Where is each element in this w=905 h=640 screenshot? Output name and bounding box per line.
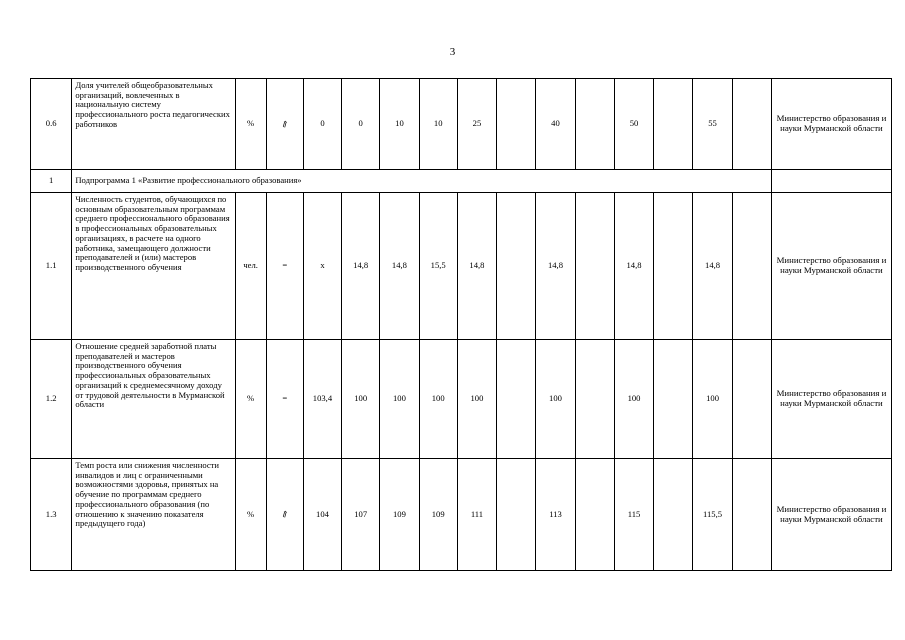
value-cell <box>732 193 771 340</box>
value-cell: 14,8 <box>536 193 575 340</box>
unit-cell: % <box>235 79 266 170</box>
value-cell: 107 <box>342 459 380 571</box>
responsible-cell: Министерство образования и науки Мурманской области <box>771 193 891 340</box>
row-number: 0.6 <box>31 79 72 170</box>
row-number: 1.1 <box>31 193 72 340</box>
value-cell: 50 <box>614 79 653 170</box>
value-cell <box>575 193 614 340</box>
value-cell: 14,8 <box>614 193 653 340</box>
value-cell: 115 <box>614 459 653 571</box>
table-row <box>31 79 892 170</box>
page-number: 3 <box>449 46 456 58</box>
value-cell: 14,8 <box>457 193 496 340</box>
value-cell: 111 <box>457 459 496 571</box>
trend-cell: = <box>266 193 303 340</box>
table-row <box>31 459 892 571</box>
value-cell <box>732 340 771 459</box>
value-cell: 115,5 <box>693 459 732 571</box>
value-cell <box>654 193 693 340</box>
indicators-table <box>30 78 892 571</box>
value-cell: 100 <box>614 340 653 459</box>
trend-arrow-icon: ⇗ <box>278 117 291 130</box>
table-row <box>31 340 892 459</box>
indicator-name: Численность студентов, обучающихся по основным образовательным программам среднего профессионального образования в профессиональных образовательных организациях, в расчете на одного работника, замещающего должности преподавателей и (или) мастеров производственного обучения <box>72 193 235 340</box>
value-cell <box>497 340 536 459</box>
value-cell: 55 <box>693 79 732 170</box>
value-cell <box>575 79 614 170</box>
value-cell <box>497 79 536 170</box>
value-cell <box>497 193 536 340</box>
subprogram-row <box>31 170 892 193</box>
indicator-name: Отношение средней заработной платы преподавателей и мастеров производственного обучения профессиональных образовательных организаций к среднемесячному доходу от трудовой деятельности в Мурманской области <box>72 340 235 459</box>
value-cell: 100 <box>380 340 419 459</box>
row-number: 1 <box>31 170 72 193</box>
unit-cell: чел. <box>235 193 266 340</box>
table-row <box>31 193 892 340</box>
value-cell: 100 <box>536 340 575 459</box>
value-cell <box>575 459 614 571</box>
value-cell: 100 <box>419 340 457 459</box>
value-cell: 10 <box>419 79 457 170</box>
responsible-cell: Министерство образования и науки Мурманской области <box>771 459 891 571</box>
value-cell <box>654 79 693 170</box>
value-cell: 100 <box>693 340 732 459</box>
row-number: 1.3 <box>31 459 72 571</box>
value-cell: 14,8 <box>342 193 380 340</box>
row-number: 1.2 <box>31 340 72 459</box>
value-cell: 0 <box>303 79 341 170</box>
value-cell: 10 <box>380 79 419 170</box>
value-cell: 109 <box>380 459 419 571</box>
value-cell: 100 <box>342 340 380 459</box>
subprogram-title: Подпрограмма 1 «Развитие профессионального образования» <box>72 170 772 193</box>
value-cell: 104 <box>303 459 341 571</box>
unit-cell: % <box>235 340 266 459</box>
trend-arrow-icon: ⇗ <box>278 507 291 521</box>
value-cell: 25 <box>457 79 496 170</box>
value-cell <box>497 459 536 571</box>
responsible-cell <box>771 170 891 193</box>
value-cell: 14,8 <box>693 193 732 340</box>
value-cell: 0 <box>342 79 380 170</box>
indicator-name: Доля учителей общеобразовательных организаций, вовлеченных в национальную систему профессионального роста педагогических работников <box>72 79 235 170</box>
value-cell: 103,4 <box>303 340 341 459</box>
value-cell: 113 <box>536 459 575 571</box>
value-cell: 15,5 <box>419 193 457 340</box>
value-cell <box>575 340 614 459</box>
value-cell: х <box>303 193 341 340</box>
trend-cell <box>266 79 303 170</box>
trend-cell <box>266 459 303 571</box>
value-cell <box>654 340 693 459</box>
value-cell: 14,8 <box>380 193 419 340</box>
value-cell <box>732 79 771 170</box>
trend-cell: = <box>266 340 303 459</box>
value-cell: 109 <box>419 459 457 571</box>
value-cell <box>732 459 771 571</box>
value-cell: 40 <box>536 79 575 170</box>
indicator-name: Темп роста или снижения численности инвалидов и лиц с ограниченными возможностями здоровья, принятых на обучение по программам среднего профессионального образования (по отношению к значению показателя предыдущего года) <box>72 459 235 571</box>
responsible-cell: Министерство образования и науки Мурманской области <box>771 340 891 459</box>
unit-cell: % <box>235 459 266 571</box>
value-cell: 100 <box>457 340 496 459</box>
value-cell <box>654 459 693 571</box>
responsible-cell: Министерство образования и науки Мурманской области <box>771 79 891 170</box>
